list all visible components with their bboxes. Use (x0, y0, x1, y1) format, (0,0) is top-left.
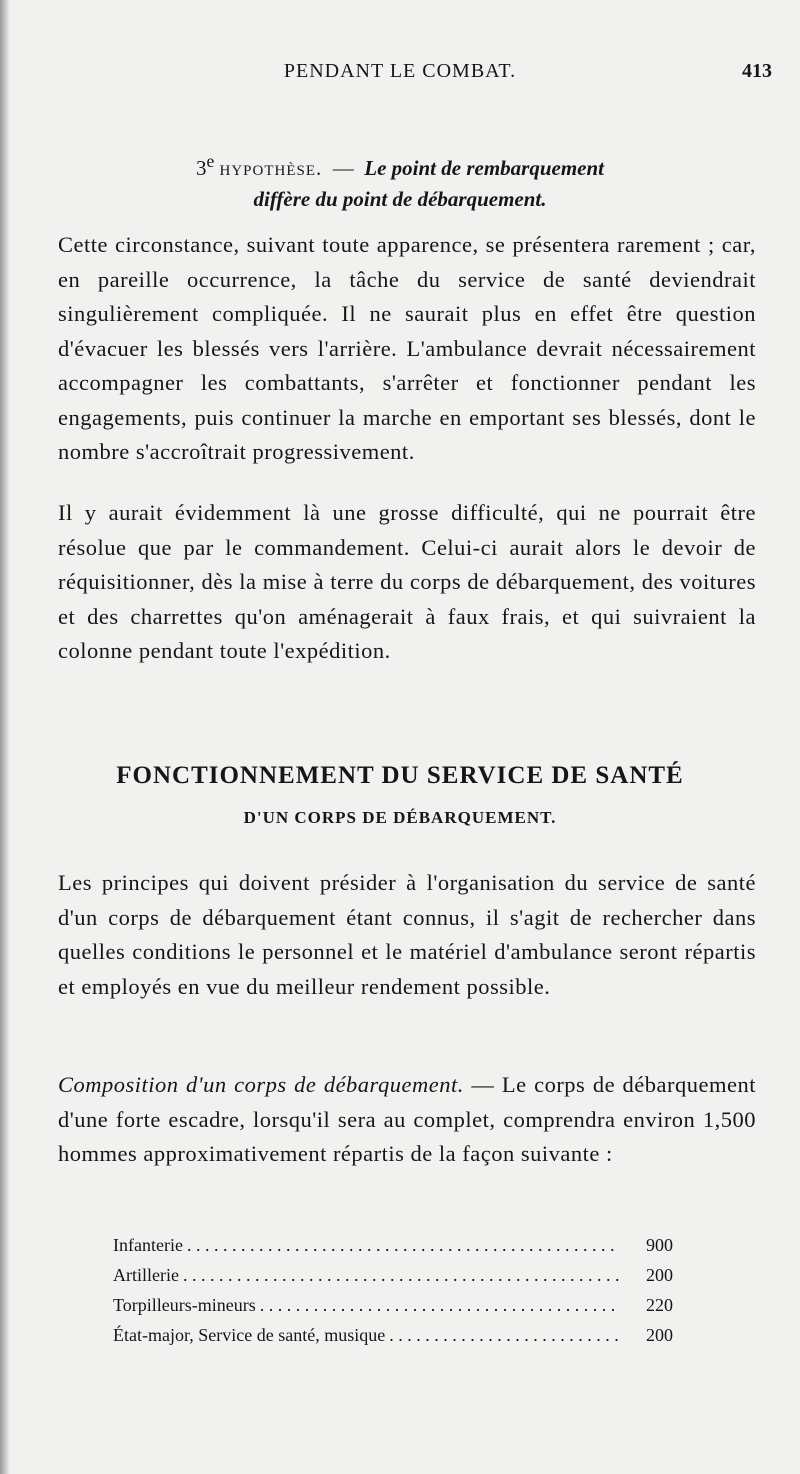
hypothesis-dash: — (332, 156, 354, 180)
paragraph-1 (58, 228, 756, 470)
section-title: FONCTIONNEMENT DU SERVICE DE SANTÉ (116, 762, 684, 789)
running-head (0, 58, 800, 88)
paragraph-1-text: Cette circonstance, suivant toute apparence, se présentera rarement ; car, en pareille occurrence, la tâche du service de santé deviendrait singulièrement compliquée. Il ne saurait plus en effet être question d'évacuer les blessés vers l'arrière. L'ambulance devrait nécessairement accompagner les combattants, s'arrêter et fonctionner pendant les engagements, puis continuer la marche en emportant ses blessés, dont le nombre s'accroîtrait progressivement. (58, 232, 756, 464)
hypothesis-heading (0, 146, 800, 215)
row-label: État-major, Service de santé, musique (113, 1325, 386, 1345)
row-value: 220 (646, 1295, 673, 1315)
hypothesis-superscript: e (206, 151, 215, 171)
page-number: 413 (742, 60, 772, 82)
row-label: Artillerie (113, 1265, 179, 1285)
paragraph-3-text: Les principes qui doivent présider à l'organisation du service de santé d'un corps de débarquement étant connus, il s'agit de rechercher dans quelles conditions le personnel et le matériel d'ambulance seront répartis et employés en vue du meilleur rendement possible. (58, 870, 756, 999)
hypothesis-label: hypothèse. (219, 156, 323, 180)
paragraph-4-italic: Composition d'un corps de débarquement. (58, 1072, 464, 1097)
leader-dots (260, 1290, 619, 1320)
paragraph-4-text (58, 1068, 756, 1172)
row-label: Infanterie (113, 1235, 183, 1255)
paragraph-4-body: Le corps de débarquement d'une forte escadre, lorsqu'il sera au complet, comprendra environ 1,500 hommes approximativement répartis de la façon suivante : (58, 1072, 756, 1166)
leader-dots (187, 1230, 619, 1260)
paragraph-3 (58, 866, 756, 1004)
paragraph-4-dash: — (463, 1072, 502, 1097)
row-value: 200 (646, 1265, 673, 1285)
hypothesis-title-line-1: Le point de rembarquement (364, 156, 605, 180)
composition-table (113, 1230, 673, 1350)
leader-dots (389, 1320, 619, 1350)
table-row (113, 1260, 673, 1290)
hypothesis-line-2 (0, 184, 800, 215)
table-row (113, 1320, 673, 1350)
section-subtitle: D'UN CORPS DE DÉBARQUEMENT. (243, 808, 557, 827)
hypothesis-number: 3 (195, 156, 207, 180)
paragraph-2-text: Il y aurait évidemment là une grosse difficulté, qui ne pourrait être résolue que par le commandement. Celui-ci aurait alors le devoir de réquisitionner, dès la mise à terre du corps de débarquement, des voitures et des charrettes qu'on aménagerait à faux frais, et qui suivraient la colonne pendant toute l'expédition. (58, 500, 756, 663)
table-row (113, 1230, 673, 1260)
paragraph-4 (58, 1068, 756, 1172)
row-label: Torpilleurs-mineurs (113, 1295, 256, 1315)
running-title: PENDANT LE COMBAT. (283, 60, 517, 82)
table-row (113, 1290, 673, 1320)
page-gutter-shadow (0, 0, 10, 1474)
hypothesis-line-1 (0, 146, 800, 184)
leader-dots (183, 1260, 619, 1290)
hypothesis-title-line-2: diffère du point de débarquement. (253, 187, 547, 211)
row-value: 200 (646, 1325, 673, 1345)
paragraph-2 (58, 496, 756, 669)
row-value: 900 (646, 1235, 673, 1255)
